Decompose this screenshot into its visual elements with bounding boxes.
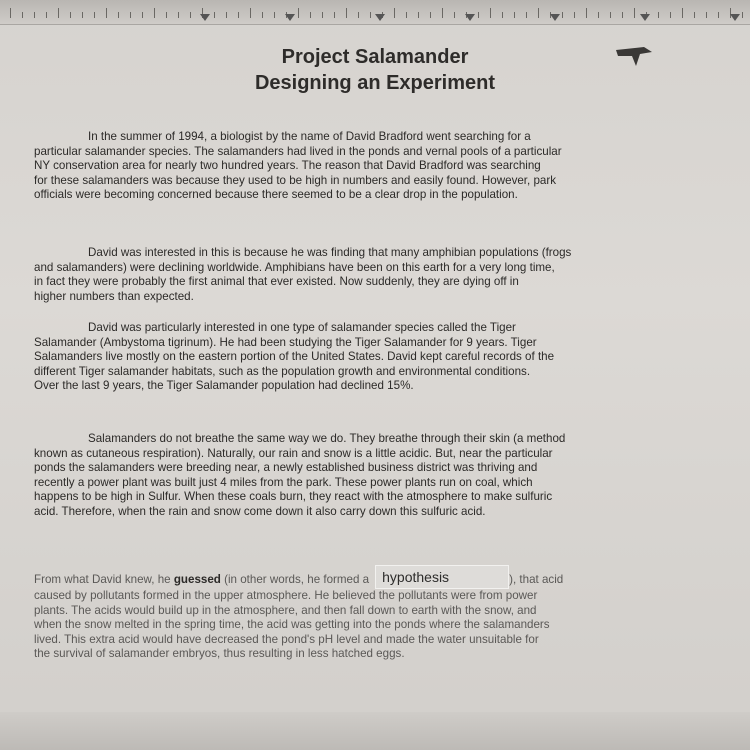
paragraph-1 [34, 130, 724, 203]
text-line: and salamanders) were declining worldwide. Amphibians have been on this earth for a very long time, [34, 260, 555, 274]
ruler-tick [682, 8, 683, 18]
tab-stop-marker[interactable] [375, 14, 385, 21]
ruler-tick [22, 12, 23, 18]
ruler-tick [526, 12, 527, 18]
ruler-tick [106, 8, 107, 18]
page-subtitle: Designing an Experiment [254, 72, 496, 94]
ruler-tick [130, 12, 131, 18]
text-line: acid. Therefore, when the rain and snow come down it also carry down this sulfuric acid. [34, 504, 486, 518]
text-line: happens to be high in Sulfur. When these coals burn, they react with the atmosphere to make sulfuric [34, 490, 553, 504]
ruler-tick [634, 8, 635, 18]
text-line: Salamanders live mostly on the eastern portion of the United States. David kept careful records of the [34, 350, 555, 364]
ruler-tick [190, 12, 191, 18]
text-segment: From what David knew, he [34, 573, 171, 587]
ruler-tick [94, 12, 95, 18]
ruler-tick [118, 12, 119, 18]
ruler-tick [598, 12, 599, 18]
ruler-tick [274, 12, 275, 18]
text-line: Salamander (Ambystoma tigrinum). He had been studying the Tiger Salamander for 9 years. Tiger [34, 335, 537, 349]
text-line: Salamanders do not breathe the same way we do. They breathe through their skin (a method [88, 432, 566, 445]
text-line: David was particularly interested in one type of salamander species called the Tiger [88, 321, 516, 334]
page-title: Project Salamander [281, 46, 469, 68]
tab-stop-marker[interactable] [730, 14, 740, 21]
text-line: for these salamanders was because they used to be high in numbers and easily found. However, park [34, 173, 557, 187]
bold-word: guessed [173, 573, 221, 587]
ruler-tick [250, 8, 251, 18]
ruler-tick [514, 12, 515, 18]
ruler-tick [346, 8, 347, 18]
ruler-tick [658, 12, 659, 18]
ruler-tick [334, 12, 335, 18]
logo-icon [614, 44, 654, 70]
ruler-tick [166, 12, 167, 18]
text-line: lived. This extra acid would have decreased the pond's pH level and made the water unsuitable for [34, 632, 539, 646]
paragraph-3 [34, 321, 724, 394]
text-line: known as cutaneous respiration). Naturally, our rain and snow is a little acidic. But, near the particular [34, 446, 553, 460]
text-line: officials were becoming concerned because there seemed to be a clear drop in the population. [34, 188, 518, 202]
ruler-tick [442, 8, 443, 18]
text-line: David was interested in this is because he was finding that many amphibian populations (frogs [88, 246, 572, 259]
text-line: the survival of salamander embryos, thus resulting in less hatched eggs. [34, 647, 405, 661]
text-line: recently a power plant was built just 4 miles from the park. These power plants run on coal, which [34, 475, 533, 489]
paragraph-4 [34, 432, 724, 520]
text-line: in fact they were probably the first animal that ever existed. Now suddenly, they are dying off in [34, 275, 519, 289]
ruler-tick [82, 12, 83, 18]
paragraph-5 [34, 571, 724, 662]
page-bottom-edge [0, 712, 750, 750]
tab-stop-marker[interactable] [200, 14, 210, 21]
tab-stop-marker[interactable] [640, 14, 650, 21]
ruler-tick [322, 12, 323, 18]
tab-stop-marker[interactable] [465, 14, 475, 21]
ruler-tick [610, 12, 611, 18]
text-line: NY conservation area for nearly two hundred years. The reason that David Bradford was searching [34, 159, 541, 173]
text-line: particular salamander species. The salamanders had lived in the ponds and vernal pools of a particular [34, 144, 562, 158]
ruler-tick [478, 12, 479, 18]
ruler-tick [538, 8, 539, 18]
text-line: In the summer of 1994, a biologist by the name of David Bradford went searching for a [88, 130, 531, 143]
ruler-tick [490, 8, 491, 18]
text-line: ponds the salamanders were breeding near, a newly established business district was thriving and [34, 461, 538, 475]
text-line: different Tiger salamander habitats, such as the population growth and environmental conditions. [34, 364, 531, 378]
ruler-tick [214, 12, 215, 18]
tab-stop-marker[interactable] [550, 14, 560, 21]
ruler-tick [694, 12, 695, 18]
answer-field[interactable]: hypothesis [375, 565, 509, 589]
ruler-tick [370, 12, 371, 18]
ruler-tick [310, 12, 311, 18]
ruler-tick [358, 12, 359, 18]
ruler-tick [406, 12, 407, 18]
ruler-tick [298, 8, 299, 18]
ruler-tick [418, 12, 419, 18]
ruler-tick [622, 12, 623, 18]
ruler-tick [262, 12, 263, 18]
paragraph-2 [34, 246, 724, 304]
ruler-tick [574, 12, 575, 18]
text-line [34, 571, 724, 589]
ruler-tick [238, 12, 239, 18]
text-line: higher numbers than expected. [34, 289, 194, 303]
ruler-tick [226, 12, 227, 18]
ruler-tick [562, 12, 563, 18]
ruler-tick [154, 8, 155, 18]
ruler-tick [394, 8, 395, 18]
ruler[interactable] [0, 0, 750, 25]
text-segment: ), that acid [509, 573, 564, 587]
ruler-tick [34, 12, 35, 18]
ruler-tick [586, 8, 587, 18]
ruler-tick [58, 8, 59, 18]
ruler-tick [178, 12, 179, 18]
text-line: when the snow melted in the spring time, the acid was getting into the ponds where the salamanders [34, 618, 550, 632]
ruler-tick [502, 12, 503, 18]
ruler-tick [70, 12, 71, 18]
ruler-tick [706, 12, 707, 18]
text-line: caused by pollutants formed in the upper atmosphere. He believed the pollutants were from power [34, 589, 538, 602]
ruler-tick [670, 12, 671, 18]
ruler-tick [142, 12, 143, 18]
text-line: plants. The acids would build up in the atmosphere, and then fall down to earth with the snow, and [34, 603, 537, 617]
tab-stop-marker[interactable] [285, 14, 295, 21]
ruler-tick [742, 12, 743, 18]
ruler-tick [430, 12, 431, 18]
ruler-tick [46, 12, 47, 18]
ruler-tick [454, 12, 455, 18]
ruler-tick [10, 8, 11, 18]
ruler-tick [718, 12, 719, 18]
text-segment: (in other words, he formed a [224, 573, 370, 587]
text-line: Over the last 9 years, the Tiger Salamander population had declined 15%. [34, 379, 414, 393]
